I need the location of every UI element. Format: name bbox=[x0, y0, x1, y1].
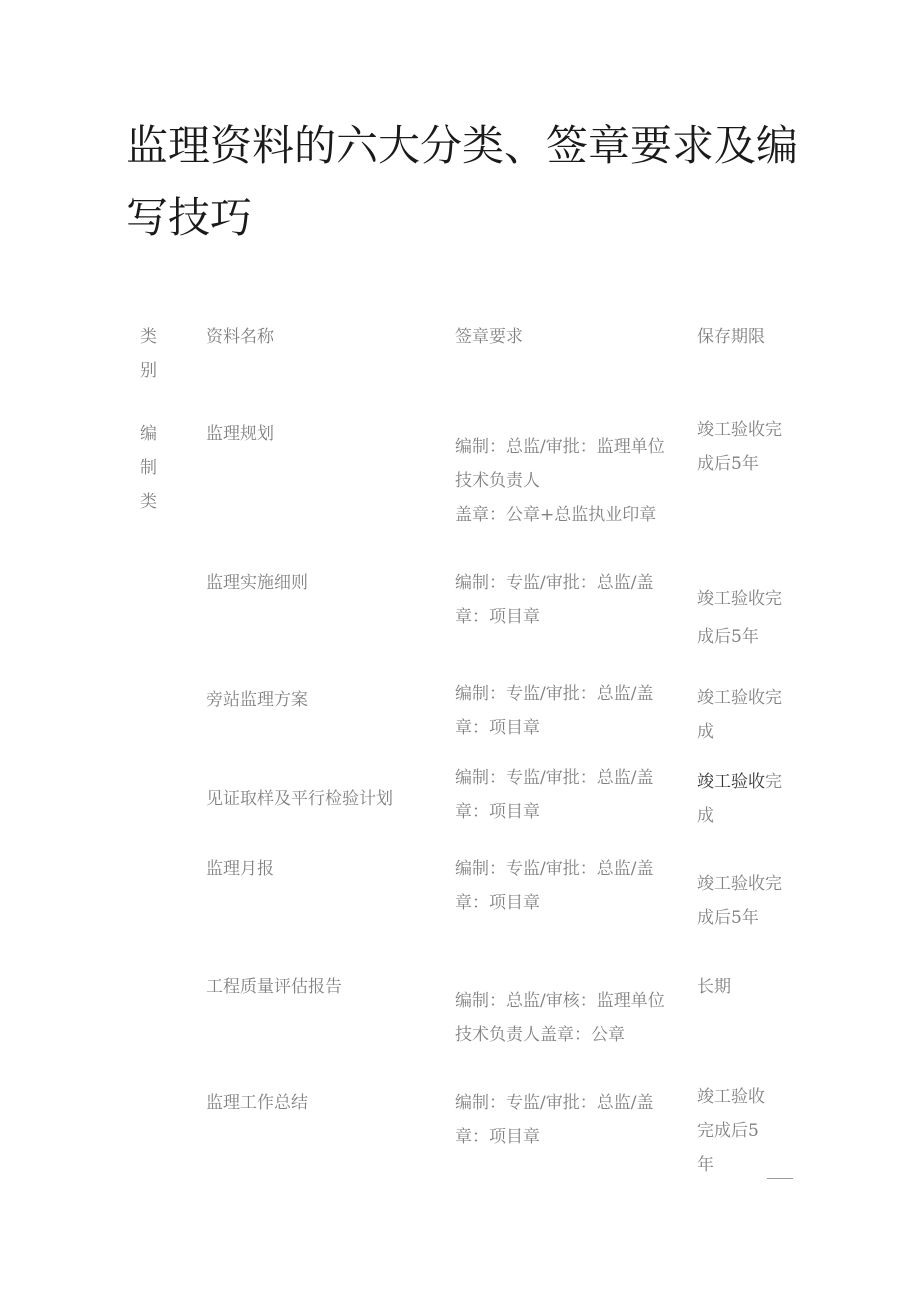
row-retention: 竣工验收完成后5年 bbox=[697, 874, 782, 928]
retention-emphasis: 竣工验收 bbox=[697, 772, 765, 792]
row-name: 见证取样及平行检验计划 bbox=[206, 789, 393, 809]
header-requirement: 签章要求 bbox=[455, 327, 523, 347]
header-retention: 保存期限 bbox=[697, 327, 765, 347]
retention-rest: 完成 bbox=[697, 772, 782, 826]
category-label: 编 制 类 bbox=[140, 424, 157, 512]
row-requirement: 编制：专监/审批：总监/盖章：项目章 bbox=[455, 859, 654, 913]
row-name: 工程质量评估报告 bbox=[206, 977, 342, 997]
page-title: 监理资料的六大分类、签章要求及编写技巧 bbox=[126, 121, 799, 242]
divider-line bbox=[767, 1178, 793, 1179]
row-name: 监理实施细则 bbox=[206, 573, 308, 593]
row-retention: 竣工验收完成 bbox=[697, 688, 782, 742]
row-name: 监理月报 bbox=[206, 859, 274, 879]
header-category: 类 别 bbox=[140, 327, 157, 381]
row-retention: 长期 bbox=[697, 977, 731, 997]
row-retention bbox=[697, 765, 797, 833]
row-retention: 竣工验收完成后5 年 bbox=[697, 1087, 765, 1175]
row-name: 监理工作总结 bbox=[206, 1093, 308, 1113]
row-requirement: 编制：总监/审批：监理单位技术负责人 盖章：公章+总监执业印章 bbox=[455, 437, 665, 525]
row-requirement: 编制：总监/审核：监理单位技术负责人盖章：公章 bbox=[455, 991, 665, 1045]
row-requirement: 编制：专监/审批：总监/盖章：项目章 bbox=[455, 1093, 654, 1147]
row-retention: 竣工验收完成后5年 bbox=[697, 420, 782, 474]
row-requirement: 编制：专监/审批：总监/盖章：项目章 bbox=[455, 684, 654, 738]
header-name: 资料名称 bbox=[206, 327, 274, 347]
row-name: 旁站监理方案 bbox=[206, 690, 308, 710]
row-retention: 竣工验收完 成后5年 bbox=[697, 589, 782, 647]
row-requirement: 编制：专监/审批：总监/盖章：项目章 bbox=[455, 768, 654, 822]
row-requirement: 编制：专监/审批：总监/盖章：项目章 bbox=[455, 573, 654, 627]
row-name: 监理规划 bbox=[206, 424, 274, 444]
